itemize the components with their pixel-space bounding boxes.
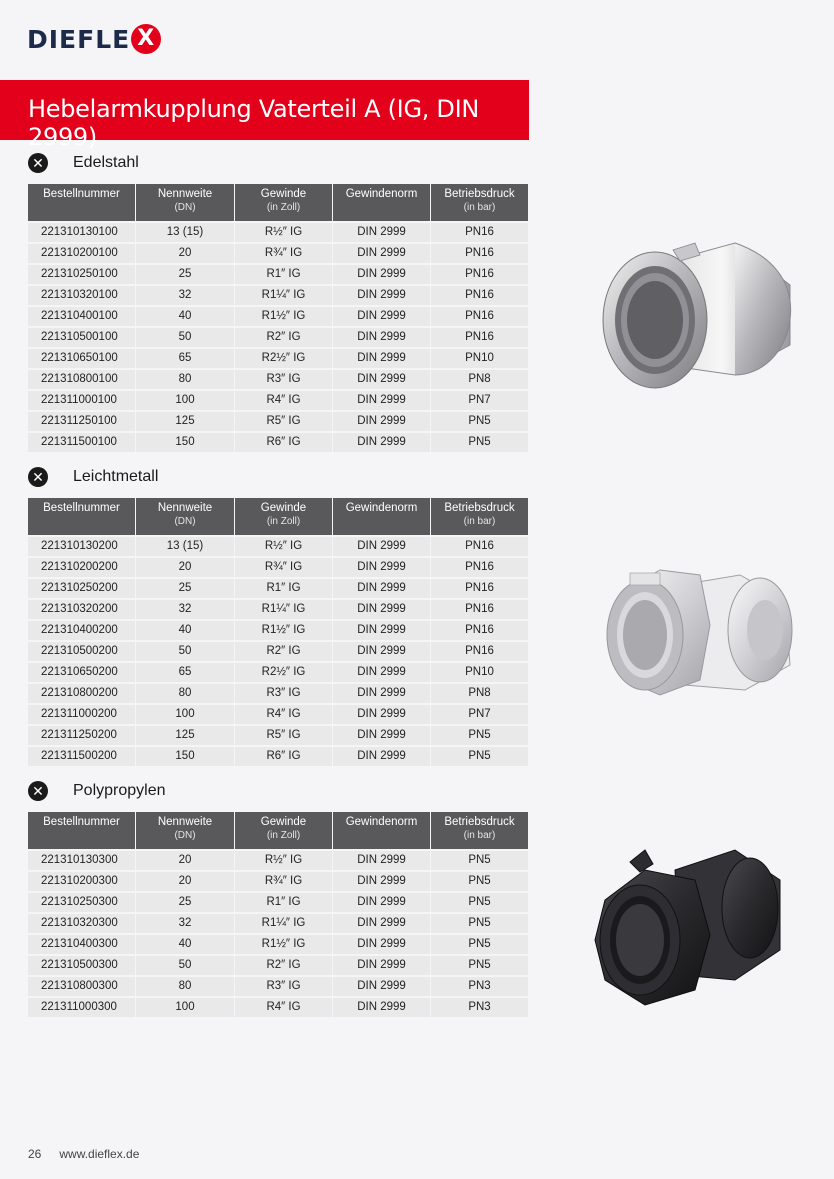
thread-cell: R3″ IG xyxy=(234,368,332,389)
light-metal-coupling-image xyxy=(585,555,805,725)
thread-standard-cell: DIN 2999 xyxy=(332,745,430,766)
order-number-cell: 221310250200 xyxy=(28,577,135,598)
table-row xyxy=(28,284,528,305)
thread-cell: R1½″ IG xyxy=(234,619,332,640)
order-number-cell: 221310800100 xyxy=(28,368,135,389)
table-row xyxy=(28,326,528,347)
order-number-cell: 221310130100 xyxy=(28,221,135,242)
nominal-size-cell: 25 xyxy=(135,577,234,598)
nominal-size-cell: 40 xyxy=(135,933,234,954)
column-label: Betriebsdruck xyxy=(444,816,515,828)
thread-cell: R½″ IG xyxy=(234,535,332,556)
table-row xyxy=(28,577,528,598)
order-number-cell: 221311250100 xyxy=(28,410,135,431)
thread-standard-cell: DIN 2999 xyxy=(332,996,430,1017)
thread-standard-cell: DIN 2999 xyxy=(332,912,430,933)
pressure-rating-cell: PN16 xyxy=(430,535,528,556)
thread-cell: R2″ IG xyxy=(234,954,332,975)
column-label: Nennweite xyxy=(157,502,213,514)
column-label: Gewindenorm xyxy=(345,816,418,828)
x-circle-icon: ✕ xyxy=(28,781,48,801)
thread-cell: R2½″ IG xyxy=(234,347,332,368)
pressure-rating-cell: PN5 xyxy=(430,954,528,975)
thread-cell: R1¼″ IG xyxy=(234,284,332,305)
thread-standard-cell: DIN 2999 xyxy=(332,535,430,556)
nominal-size-cell: 50 xyxy=(135,640,234,661)
thread-standard-cell: DIN 2999 xyxy=(332,619,430,640)
thread-cell: R½″ IG xyxy=(234,221,332,242)
pressure-rating-cell: PN16 xyxy=(430,619,528,640)
dieflex-logo xyxy=(27,24,161,54)
table-row xyxy=(28,891,528,912)
table-row xyxy=(28,368,528,389)
column-label: Gewindenorm xyxy=(345,502,418,514)
nominal-size-cell: 65 xyxy=(135,347,234,368)
table-row xyxy=(28,347,528,368)
thread-cell: R6″ IG xyxy=(234,745,332,766)
polypropylene-coupling-image xyxy=(585,840,805,1020)
column-label: Nennweite xyxy=(157,188,213,200)
section-title: Polypropylen xyxy=(73,782,166,799)
pressure-rating-cell: PN16 xyxy=(430,263,528,284)
title-banner xyxy=(0,80,529,151)
nominal-size-cell: 65 xyxy=(135,661,234,682)
stainless-steel-coupling-image xyxy=(585,225,805,405)
column-label: Bestellnummer xyxy=(43,188,120,200)
nominal-size-cell: 40 xyxy=(135,305,234,326)
thread-cell: R¾″ IG xyxy=(234,556,332,577)
order-number-cell: 221310200300 xyxy=(28,870,135,891)
order-number-cell: 221310130200 xyxy=(28,535,135,556)
table-row xyxy=(28,535,528,556)
thread-standard-cell: DIN 2999 xyxy=(332,891,430,912)
thread-standard-cell: DIN 2999 xyxy=(332,724,430,745)
pressure-rating-cell: PN16 xyxy=(430,242,528,263)
column-unit: (DN) xyxy=(174,202,196,213)
pressure-rating-cell: PN5 xyxy=(430,912,528,933)
pressure-rating-cell: PN16 xyxy=(430,221,528,242)
nominal-size-cell: 25 xyxy=(135,263,234,284)
order-number-cell: 221310200100 xyxy=(28,242,135,263)
nominal-size-cell: 50 xyxy=(135,326,234,347)
column-header xyxy=(28,498,135,535)
pressure-rating-cell: PN16 xyxy=(430,556,528,577)
pressure-rating-cell: PN16 xyxy=(430,577,528,598)
column-header xyxy=(332,498,430,535)
nominal-size-cell: 125 xyxy=(135,410,234,431)
pressure-rating-cell: PN16 xyxy=(430,284,528,305)
column-header xyxy=(135,498,234,535)
order-number-cell: 221310320100 xyxy=(28,284,135,305)
thread-standard-cell: DIN 2999 xyxy=(332,661,430,682)
table-row xyxy=(28,389,528,410)
nominal-size-cell: 20 xyxy=(135,556,234,577)
column-unit: (in bar) xyxy=(463,202,496,213)
column-header xyxy=(430,812,528,849)
table-row xyxy=(28,745,528,766)
column-label: Gewindenorm xyxy=(345,188,418,200)
column-label: Bestellnummer xyxy=(43,816,120,828)
thread-cell: R5″ IG xyxy=(234,410,332,431)
column-label: Gewinde xyxy=(260,816,307,828)
thread-cell: R2″ IG xyxy=(234,640,332,661)
pressure-rating-cell: PN7 xyxy=(430,389,528,410)
table-row xyxy=(28,556,528,577)
order-number-cell: 221310400100 xyxy=(28,305,135,326)
pressure-rating-cell: PN16 xyxy=(430,598,528,619)
thread-standard-cell: DIN 2999 xyxy=(332,975,430,996)
thread-cell: R3″ IG xyxy=(234,682,332,703)
order-number-cell: 221310500100 xyxy=(28,326,135,347)
section-title: Leichtmetall xyxy=(73,468,159,485)
nominal-size-cell: 25 xyxy=(135,891,234,912)
thread-standard-cell: DIN 2999 xyxy=(332,305,430,326)
nominal-size-cell: 40 xyxy=(135,619,234,640)
section-title: Edelstahl xyxy=(73,154,139,171)
thread-cell: R1¼″ IG xyxy=(234,598,332,619)
table-row xyxy=(28,640,528,661)
nominal-size-cell: 32 xyxy=(135,598,234,619)
thread-standard-cell: DIN 2999 xyxy=(332,431,430,452)
table-row xyxy=(28,996,528,1017)
column-header xyxy=(234,184,332,221)
table-row xyxy=(28,619,528,640)
thread-standard-cell: DIN 2999 xyxy=(332,389,430,410)
pressure-rating-cell: PN3 xyxy=(430,996,528,1017)
pressure-rating-cell: PN8 xyxy=(430,368,528,389)
thread-standard-cell: DIN 2999 xyxy=(332,682,430,703)
thread-cell: R6″ IG xyxy=(234,431,332,452)
order-number-cell: 221310800200 xyxy=(28,682,135,703)
order-number-cell: 221310400200 xyxy=(28,619,135,640)
thread-cell: R4″ IG xyxy=(234,996,332,1017)
thread-standard-cell: DIN 2999 xyxy=(332,368,430,389)
thread-cell: R5″ IG xyxy=(234,724,332,745)
nominal-size-cell: 20 xyxy=(135,849,234,870)
x-circle-icon: ✕ xyxy=(28,467,48,487)
section-header-leichtmetall xyxy=(28,466,158,488)
column-unit: (DN) xyxy=(174,830,196,841)
nominal-size-cell: 20 xyxy=(135,870,234,891)
pressure-rating-cell: PN10 xyxy=(430,661,528,682)
table-row xyxy=(28,242,528,263)
page-number: 26 xyxy=(28,1147,42,1161)
column-header xyxy=(28,184,135,221)
page-title: Hebelarmkupplung Vaterteil A (IG, DIN 2999) xyxy=(28,95,480,151)
nominal-size-cell: 80 xyxy=(135,682,234,703)
table-row xyxy=(28,954,528,975)
order-number-cell: 221310500200 xyxy=(28,640,135,661)
column-unit: (in Zoll) xyxy=(266,830,301,841)
pressure-rating-cell: PN5 xyxy=(430,870,528,891)
column-label: Bestellnummer xyxy=(43,502,120,514)
pressure-rating-cell: PN5 xyxy=(430,849,528,870)
thread-cell: R1½″ IG xyxy=(234,305,332,326)
column-unit: (in Zoll) xyxy=(266,516,301,527)
nominal-size-cell: 13 (15) xyxy=(135,221,234,242)
pressure-rating-cell: PN5 xyxy=(430,891,528,912)
thread-cell: R1½″ IG xyxy=(234,933,332,954)
order-number-cell: 221310130300 xyxy=(28,849,135,870)
column-header xyxy=(135,812,234,849)
table-row xyxy=(28,703,528,724)
column-label: Nennweite xyxy=(157,816,213,828)
nominal-size-cell: 80 xyxy=(135,975,234,996)
order-number-cell: 221310650200 xyxy=(28,661,135,682)
column-unit: (in bar) xyxy=(463,516,496,527)
nominal-size-cell: 80 xyxy=(135,368,234,389)
table-row xyxy=(28,724,528,745)
column-header xyxy=(234,812,332,849)
order-number-cell: 221310250300 xyxy=(28,891,135,912)
nominal-size-cell: 50 xyxy=(135,954,234,975)
table-row xyxy=(28,598,528,619)
pressure-rating-cell: PN16 xyxy=(430,640,528,661)
logo-text: DIEFLE xyxy=(27,24,131,54)
thread-standard-cell: DIN 2999 xyxy=(332,849,430,870)
pressure-rating-cell: PN5 xyxy=(430,745,528,766)
thread-cell: R4″ IG xyxy=(234,703,332,724)
thread-standard-cell: DIN 2999 xyxy=(332,263,430,284)
pressure-rating-cell: PN8 xyxy=(430,682,528,703)
spec-table-polypropylen xyxy=(28,812,528,1017)
column-unit: (DN) xyxy=(174,516,196,527)
thread-standard-cell: DIN 2999 xyxy=(332,284,430,305)
thread-standard-cell: DIN 2999 xyxy=(332,703,430,724)
thread-standard-cell: DIN 2999 xyxy=(332,347,430,368)
nominal-size-cell: 150 xyxy=(135,745,234,766)
order-number-cell: 221311000300 xyxy=(28,996,135,1017)
column-unit: (in Zoll) xyxy=(266,202,301,213)
column-header xyxy=(430,184,528,221)
thread-standard-cell: DIN 2999 xyxy=(332,221,430,242)
thread-cell: R1″ IG xyxy=(234,577,332,598)
order-number-cell: 221310650100 xyxy=(28,347,135,368)
order-number-cell: 221311000200 xyxy=(28,703,135,724)
thread-standard-cell: DIN 2999 xyxy=(332,640,430,661)
thread-cell: R3″ IG xyxy=(234,975,332,996)
thread-cell: R1″ IG xyxy=(234,891,332,912)
order-number-cell: 221310800300 xyxy=(28,975,135,996)
thread-standard-cell: DIN 2999 xyxy=(332,242,430,263)
column-label: Betriebsdruck xyxy=(444,188,515,200)
table-header-row xyxy=(28,184,528,221)
thread-cell: R½″ IG xyxy=(234,849,332,870)
thread-cell: R2½″ IG xyxy=(234,661,332,682)
pressure-rating-cell: PN5 xyxy=(430,933,528,954)
order-number-cell: 221311250200 xyxy=(28,724,135,745)
order-number-cell: 221311500200 xyxy=(28,745,135,766)
nominal-size-cell: 150 xyxy=(135,431,234,452)
thread-standard-cell: DIN 2999 xyxy=(332,556,430,577)
column-unit: (in bar) xyxy=(463,830,496,841)
pressure-rating-cell: PN16 xyxy=(430,326,528,347)
thread-standard-cell: DIN 2999 xyxy=(332,870,430,891)
order-number-cell: 221310320300 xyxy=(28,912,135,933)
thread-cell: R4″ IG xyxy=(234,389,332,410)
column-header xyxy=(332,184,430,221)
website-link[interactable]: www.dieflex.de xyxy=(59,1147,140,1161)
table-row xyxy=(28,682,528,703)
order-number-cell: 221310500300 xyxy=(28,954,135,975)
page-footer xyxy=(28,1147,139,1161)
order-number-cell: 221310320200 xyxy=(28,598,135,619)
order-number-cell: 221310250100 xyxy=(28,263,135,284)
table-header-row xyxy=(28,498,528,535)
thread-cell: R¾″ IG xyxy=(234,242,332,263)
pressure-rating-cell: PN10 xyxy=(430,347,528,368)
column-label: Gewinde xyxy=(260,502,307,514)
pressure-rating-cell: PN5 xyxy=(430,431,528,452)
spec-table-edelstahl xyxy=(28,184,528,452)
column-label: Gewinde xyxy=(260,188,307,200)
thread-standard-cell: DIN 2999 xyxy=(332,577,430,598)
column-header xyxy=(28,812,135,849)
order-number-cell: 221310200200 xyxy=(28,556,135,577)
nominal-size-cell: 100 xyxy=(135,996,234,1017)
thread-cell: R2″ IG xyxy=(234,326,332,347)
thread-standard-cell: DIN 2999 xyxy=(332,598,430,619)
table-row xyxy=(28,870,528,891)
table-row xyxy=(28,305,528,326)
table-row xyxy=(28,661,528,682)
nominal-size-cell: 32 xyxy=(135,912,234,933)
nominal-size-cell: 100 xyxy=(135,703,234,724)
pressure-rating-cell: PN5 xyxy=(430,410,528,431)
order-number-cell: 221310400300 xyxy=(28,933,135,954)
table-row xyxy=(28,933,528,954)
table-row xyxy=(28,263,528,284)
spec-table-leichtmetall xyxy=(28,498,528,766)
logo-x-mark: X xyxy=(131,24,161,54)
x-circle-icon: ✕ xyxy=(28,153,48,173)
nominal-size-cell: 13 (15) xyxy=(135,535,234,556)
table-row xyxy=(28,410,528,431)
nominal-size-cell: 125 xyxy=(135,724,234,745)
order-number-cell: 221311500100 xyxy=(28,431,135,452)
pressure-rating-cell: PN5 xyxy=(430,724,528,745)
table-row xyxy=(28,975,528,996)
thread-cell: R¾″ IG xyxy=(234,870,332,891)
nominal-size-cell: 100 xyxy=(135,389,234,410)
pressure-rating-cell: PN16 xyxy=(430,305,528,326)
nominal-size-cell: 32 xyxy=(135,284,234,305)
section-header-edelstahl xyxy=(28,152,139,174)
pressure-rating-cell: PN7 xyxy=(430,703,528,724)
order-number-cell: 221311000100 xyxy=(28,389,135,410)
thread-standard-cell: DIN 2999 xyxy=(332,933,430,954)
thread-cell: R1¼″ IG xyxy=(234,912,332,933)
thread-standard-cell: DIN 2999 xyxy=(332,410,430,431)
thread-standard-cell: DIN 2999 xyxy=(332,954,430,975)
pressure-rating-cell: PN3 xyxy=(430,975,528,996)
thread-cell: R1″ IG xyxy=(234,263,332,284)
table-row xyxy=(28,221,528,242)
table-row xyxy=(28,849,528,870)
table-row xyxy=(28,912,528,933)
column-header xyxy=(135,184,234,221)
table-row xyxy=(28,431,528,452)
table-header-row xyxy=(28,812,528,849)
column-header xyxy=(234,498,332,535)
nominal-size-cell: 20 xyxy=(135,242,234,263)
thread-standard-cell: DIN 2999 xyxy=(332,326,430,347)
column-header xyxy=(430,498,528,535)
column-header xyxy=(332,812,430,849)
column-label: Betriebsdruck xyxy=(444,502,515,514)
section-header-polypropylen xyxy=(28,780,166,802)
